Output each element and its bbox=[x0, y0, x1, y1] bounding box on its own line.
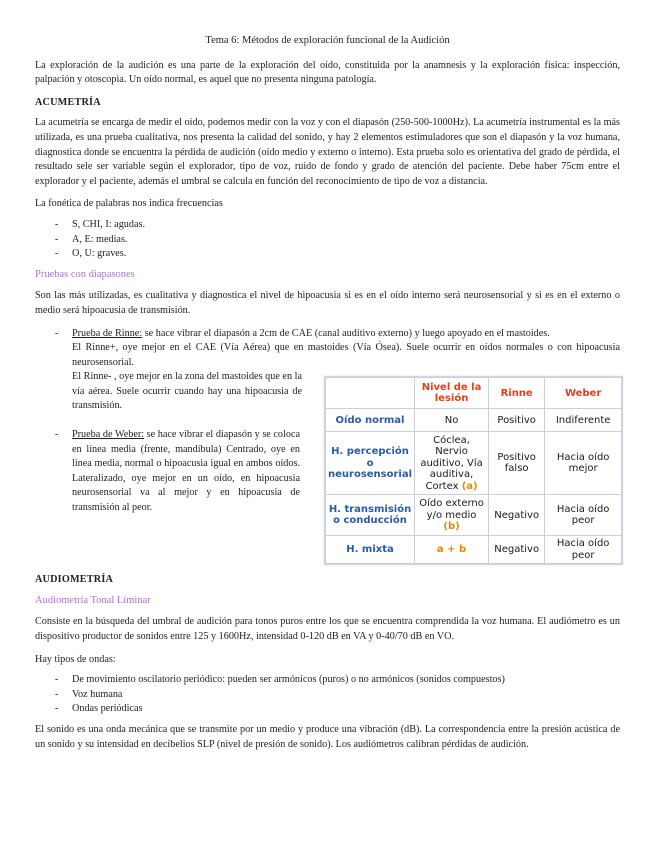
fonetica-paragraph: La fonética de palabras nos indica frecuencias bbox=[35, 198, 223, 210]
table-row bbox=[326, 495, 622, 536]
weber-label: Prueba de Weber: bbox=[72, 429, 145, 441]
table-header-cell: Rinne bbox=[489, 378, 545, 409]
table-row-header: H. mixta bbox=[326, 536, 415, 564]
diapasones-heading: Pruebas con diapasones bbox=[35, 268, 135, 280]
table-cell: Indiferente bbox=[545, 409, 622, 432]
diapasones-paragraph: Son las más utilizadas, es cualitativa y diagnostica el nivel de hipoacusia si es en el oído interno será neurosensorial y si es en el externo o medio será hipoacusia de transmisión. bbox=[35, 290, 620, 316]
table-row bbox=[326, 409, 622, 432]
table-cell: No bbox=[415, 409, 489, 432]
table-cell: Negativo bbox=[489, 536, 545, 564]
rinne-label: Prueba de Rinne: bbox=[72, 327, 143, 339]
rinne-item bbox=[35, 327, 620, 342]
audiometria-subheading: Audiometría Tonal Liminar bbox=[35, 594, 151, 606]
ondas-list bbox=[35, 673, 620, 717]
intro-paragraph: La exploración de la audición es una parte de la exploración del oído, constituida por la anamnesis y la exploración física: inspección, palpación y otoscopia. Un oído normal, es aquel que no presenta ninguna patología. bbox=[35, 59, 620, 86]
rinne-text: se hace vibrar el diapasón a 2cm de CAE (canal auditivo externo) y luego apoyado en el mastoides. bbox=[142, 327, 550, 339]
rinne-detail bbox=[35, 341, 620, 569]
weber-text: se hace vibrar el diapasón y se coloca en línea media (frente, mandíbula) Centrado, oye en línea media, normal o hipoacusia igual en ambos oídos. Lateralizado, oye mejor en un oído, en hipoacusia neurosensorial va al mejor y en hipoacusia de transmisión al peor. bbox=[72, 429, 300, 514]
acumetria-paragraph: La acumetría se encarga de medir el oído, podemos medir con la voz y con el diapasón (250-500-1000Hz). La acumetría instrumental es la más utilizada, es una prueba cualitativa, nos presenta la calidad del sonido, y hay 2 elementos estimuladores que son el diapasón y la voz humana, diagnostica donde se encuentra la pérdida de audición (oído medio y externo o interno). Esta prueba solo es orientativa del grado de pérdida, el resultado sele ser variable según el explorador, tipo de voz, ruido de fondo y grado de atención del paciente. Debe haber 75cm entre el explorador y el paciente, además el umbral se calcula en función del reconocimiento de tipo de voz a distancia. bbox=[35, 117, 620, 187]
list-item: - De movimiento oscilatorio periódico: pueden ser armónicos (puros) o no armónicos (sonidos compuestos) bbox=[35, 673, 620, 688]
table-row bbox=[326, 432, 622, 495]
rinne-positive: El Rinne+, oye mejor en el CAE (Vía Aérea) que en mastoides (Vía Ósea). Suele ocurrir en oídos normales o con hipoacusia neurosensorial. bbox=[72, 342, 620, 368]
audiometria-heading: AUDIOMETRÍA bbox=[35, 574, 114, 586]
table-cell: Negativo bbox=[489, 495, 545, 536]
list-item: - Voz humana bbox=[35, 688, 620, 703]
audiometria-paragraph: Consiste en la búsqueda del umbral de audición para tonos puros entre los que se encuentra comprendida la voz humana. El audiómetro es un dispositivo productor de sonidos entre 125 y 1600Hz, intensidad 0-120 dB en VA y 0-40/70 dB en VO. bbox=[35, 616, 620, 643]
weber-item bbox=[35, 428, 300, 516]
table-header-cell: Nivel de la lesión bbox=[415, 378, 489, 409]
ondas-paragraph: Hay tipos de ondas: bbox=[35, 653, 116, 665]
table-header-cell bbox=[326, 378, 415, 409]
lesion-table bbox=[325, 377, 622, 564]
table-row-header: Oído normal bbox=[326, 409, 415, 432]
list-item: - S, CHI, I: agudas. bbox=[35, 218, 620, 233]
table-header-row bbox=[326, 378, 622, 409]
table-cell: Hacia oído mejor bbox=[545, 432, 622, 495]
table-cell: Cóclea, Nervio auditivo, Vía auditiva, Cortex (a) bbox=[415, 432, 489, 495]
document-title: Tema 6: Métodos de exploración funcional de la Audición bbox=[205, 35, 450, 46]
acumetria-heading: ACUMETRÍA bbox=[35, 96, 101, 108]
sonido-paragraph: El sonido es una onda mecánica que se transmite por un medio y produce una vibración (dB). La correspondencia entre la presión acústica de un sonido y su intensidad en decibelios SLP (nivel de presión de sonido). Los audiómetros calibran pérdidas de audición. bbox=[35, 724, 620, 750]
pruebas-list bbox=[35, 327, 620, 342]
list-item: - O, U: graves. bbox=[35, 247, 620, 262]
lesion-table-container bbox=[324, 376, 623, 565]
table-header-cell: Weber bbox=[545, 378, 622, 409]
table-cell: Positivo falso bbox=[489, 432, 545, 495]
table-cell: a + b bbox=[415, 536, 489, 564]
list-item: - Ondas periódicas bbox=[35, 702, 620, 717]
table-row bbox=[326, 536, 622, 564]
document-page bbox=[35, 34, 620, 760]
table-cell: Oído externo y/o medio (b) bbox=[415, 495, 489, 536]
rinne-negative: El Rinne- , oye mejor en la zona del mastoides que en la vía aérea. Suele ocurrir cuando hay una hipoacusia de transmisión. bbox=[72, 371, 302, 412]
table-cell: Positivo bbox=[489, 409, 545, 432]
table-row-header: H. transmisión o conducción bbox=[326, 495, 415, 536]
table-cell: Hacia oído peor bbox=[545, 536, 622, 564]
list-item: - A, E: medias. bbox=[35, 233, 620, 248]
table-row-header: H. percepción o neurosensorial bbox=[326, 432, 415, 495]
fonetica-list bbox=[35, 218, 620, 262]
table-cell: Hacia oído peor bbox=[545, 495, 622, 536]
